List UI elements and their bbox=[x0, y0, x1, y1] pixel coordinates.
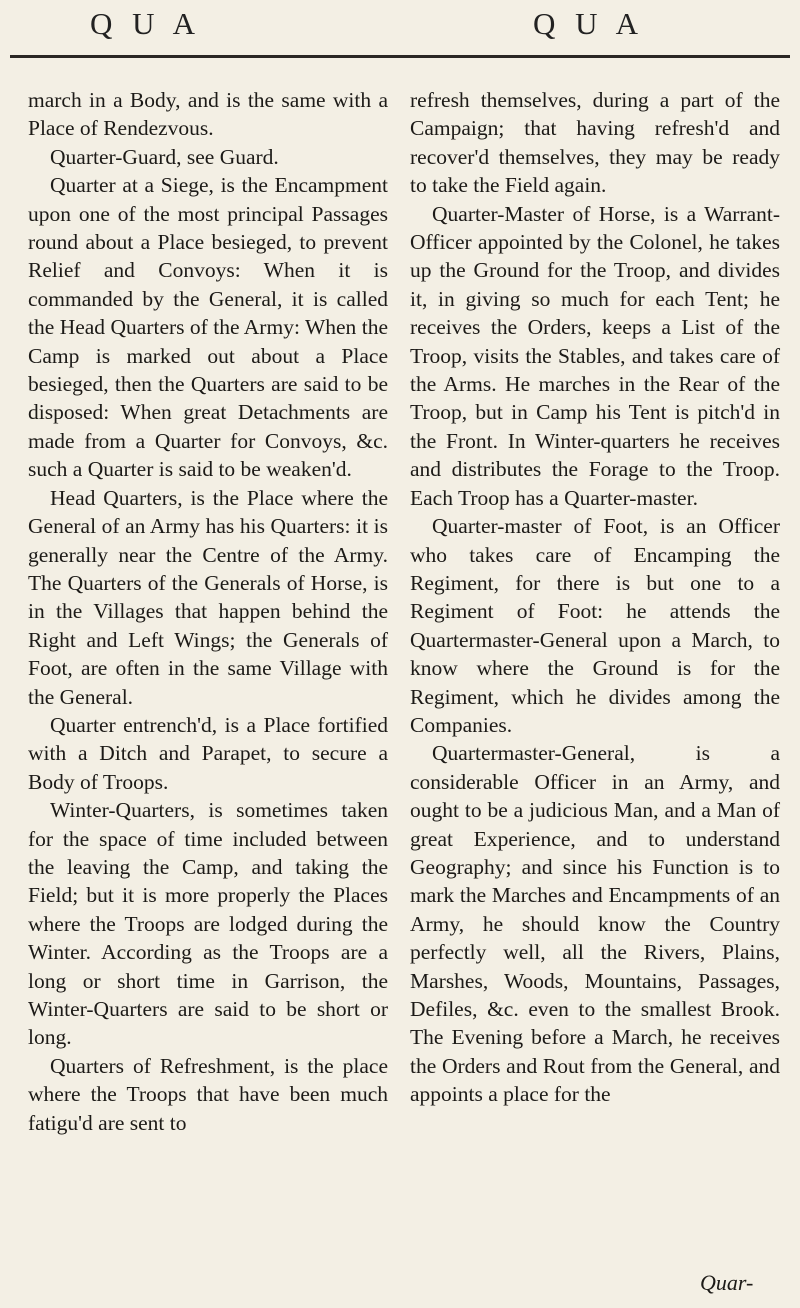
dictionary-entry: Quarter-Master of Horse, is a Warrant-Officer appointed by the Colonel, he takes up the Ground for the Troop, and divides it, in giving so much for each Tent; he receives the Orders, keeps a List of the Troop, visits the Stables, and takes care of the Arms. He marches in the Rear of the Troop, but in Camp his Tent is pitch'd in the Front. In Winter-quarters he receives and distributes the Forage to the Troop. Each Troop has a Quarter-master. bbox=[410, 201, 780, 510]
right-running-head: Q U A bbox=[533, 6, 644, 41]
page-header bbox=[0, 6, 800, 46]
dictionary-entry: Quarter at a Siege, is the Encampment upon one of the most principal Passages round about a Place besieged, to prevent Relief and Convoys: When it is commanded by the General, it is called the Head Quarters of the Army: When the Camp is marked out about a Place besieged, then the Quarters are said to be disposed: When great Detachments are made from a Quarter for Convoys, &c. such a Quarter is said to be weaken'd. bbox=[28, 173, 388, 482]
dictionary-entry: Winter-Quarters, is sometimes taken for the space of time included between the leaving the Camp, and taking the Field; but it is more properly the Places where the Troops are lodged during the Winter. According as the Troops are a long or short time in Garrison, the Winter-Quarters are said to be short or long. bbox=[28, 798, 388, 1050]
dictionary-entry: Quartermaster-General, is a considerable Officer in an Army, and ought to be a judicious Man, and a Man of great Experience, and to understand Geography; and since his Function is to mark the Marches and Encampments of an Army, he should know the Country perfectly well, all the Rivers, Plains, Marshes, Woods, Mountains, Passages, Defiles, &c. even to the smallest Brook. The Evening before a March, he receives the Orders and Rout from the General, and appoints a place for the bbox=[410, 741, 780, 1107]
dictionary-entry: march in a Body, and is the same with a Place of Rendezvous. bbox=[28, 88, 388, 141]
left-running-head: Q U A bbox=[90, 6, 201, 41]
dictionary-entry: Quarter entrench'd, is a Place fortified with a Ditch and Parapet, to secure a Body of Troops. bbox=[28, 712, 388, 794]
header-rule bbox=[10, 55, 790, 58]
dictionary-entry: Head Quarters, is the Place where the General of an Army has his Quarters: it is generally near the Centre of the Army. The Quarters of the Generals of Horse, is in the Villages that happen behind the Right and Left Wings; the Generals of Foot, are often in the same Village with the General. bbox=[28, 485, 388, 709]
catchword: Quar- bbox=[700, 1270, 754, 1295]
dictionary-entry: Quarters of Refreshment, is the place where the Troops that have been much fatigu'd are sent to bbox=[28, 1053, 388, 1135]
right-column bbox=[410, 86, 780, 1109]
left-column bbox=[28, 86, 388, 1137]
dictionary-entry: Quarter-master of Foot, is an Officer who takes care of Encamping the Regiment, for there is but one to a Regiment of Foot: he attends the Quartermaster-General upon a March, to know where the Ground is for the Regiment, which he divides among the Companies. bbox=[410, 514, 780, 737]
dictionary-entry: refresh themselves, during a part of the Campaign; that having refresh'd and recover'd themselves, they may be ready to take the Field again. bbox=[410, 88, 780, 198]
dictionary-entry: Quarter-Guard, see Guard. bbox=[50, 144, 279, 169]
